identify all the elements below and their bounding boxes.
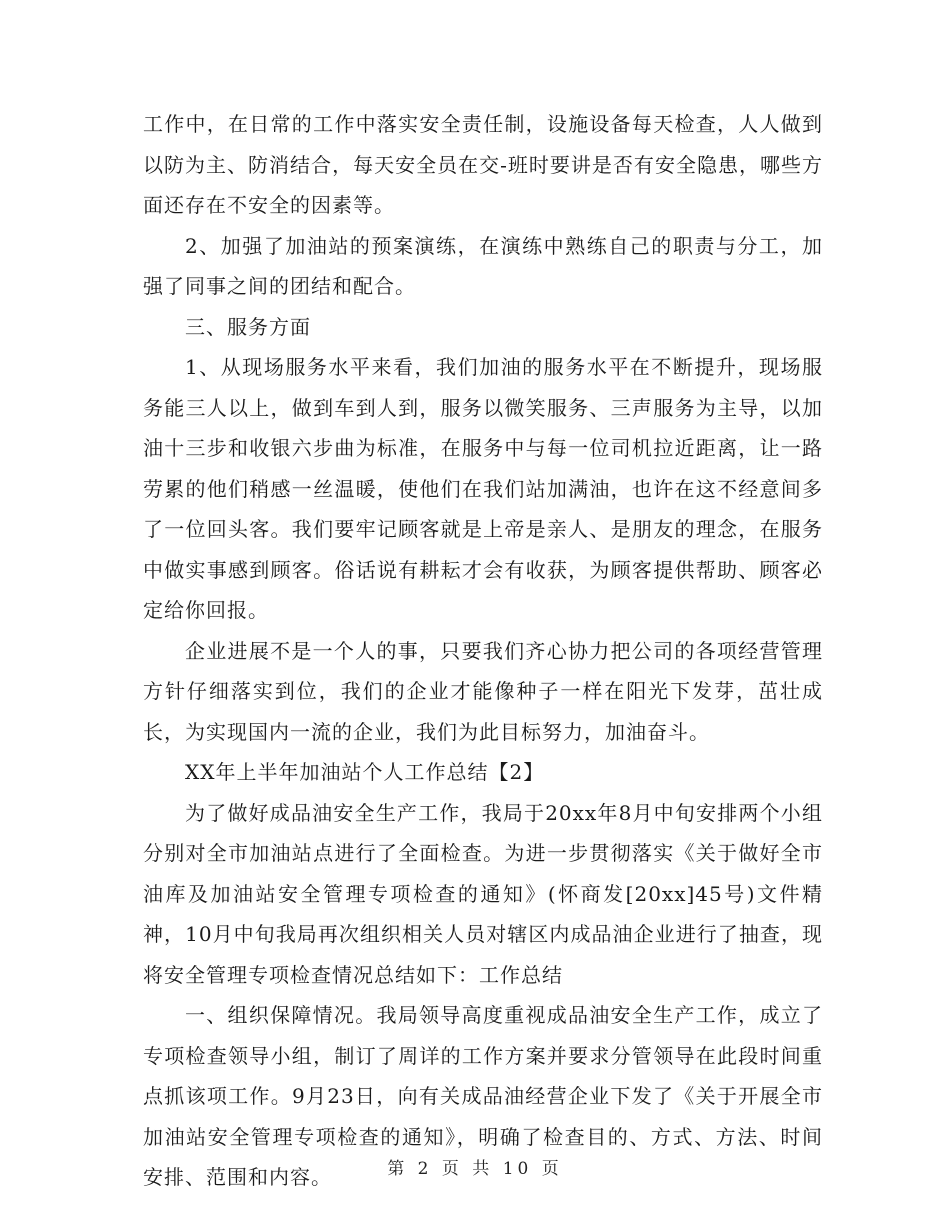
paragraph-2: 2、加强了加油站的预案演练，在演练中熟练自己的职责与分工，加强了同事之间的团结和配合。: [143, 233, 823, 298]
page-number-footer: 第 2 页 共 10 页: [387, 1159, 563, 1179]
paragraph-6: 一、组织保障情况。我局领导高度重视成品油安全生产工作，成立了专项检查领导小组，制订了周详的工作方案并要求分管领导在此段时间重点抓该项工作。9月23日，向有关成品油经营企业下发了《关于开展全市加油站安全管理专项检查的通知》，明确了检查目的、方式、方法、时间安排、范围和内容。: [143, 1003, 823, 1189]
section-heading-service: 三、服务方面: [185, 314, 311, 339]
paragraph-4: 企业进展不是一个人的事，只要我们齐心协力把公司的各项经营管理方针仔细落实到位，我们的企业才能像种子一样在阳光下发芽，茁壮成长，为实现国内一流的企业，我们为此目标努力，加油奋斗。: [143, 638, 823, 744]
paragraph-3: 1、从现场服务水平来看，我们加油的服务水平在不断提升，现场服务能三人以上，做到车到人到，服务以微笑服务、三声服务为主导，以加油十三步和收银六步曲为标准，在服务中与每一位司机拉近距离，让一路劳累的他们稍感一丝温暖，使他们在我们站加满油，也许在这不经意间多了一位回头客。我们要牢记顾客就是上帝是亲人、是朋友的理念，在服务中做实事感到顾客。俗话说有耕耘才会有收获，为顾客提供帮助、顾客必定给你回报。: [143, 355, 823, 622]
section-heading-summary-2: XX年上半年加油站个人工作总结【2】: [185, 760, 545, 784]
paragraph-5: 为了做好成品油安全生产工作，我局于20xx年8月中旬安排两个小组分别对全市加油站点进行了全面检查。为进一步贯彻落实《关于做好全市油库及加油站安全管理专项检查的通知》(怀商发[20xx]45号)文件精神，10月中旬我局再次组织相关人员对辖区内成品油企业进行了抽查，现将安全管理专项检查情况总结如下：工作总结: [143, 800, 823, 987]
document-body: [143, 104, 823, 1198]
paragraph-1: 工作中，在日常的工作中落实安全责任制，设施设备每天检查，人人做到以防为主、防消结合，每天安全员在交-班时要讲是否有安全隐患，哪些方面还存在不安全的因素等。: [143, 112, 823, 217]
